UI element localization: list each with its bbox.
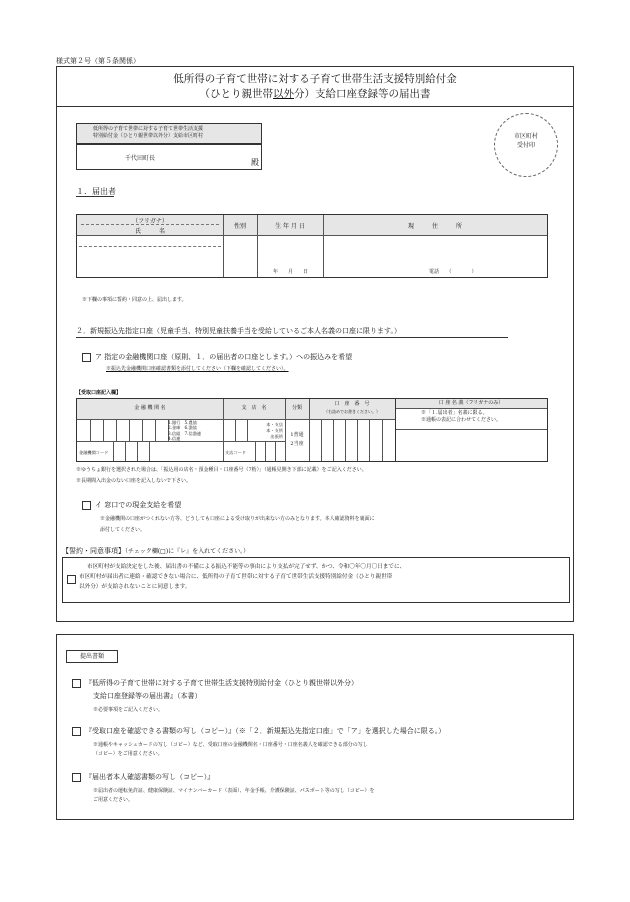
col-furigana: （フリガナ） (132, 218, 168, 225)
submission-item-1-checkbox[interactable] (72, 679, 81, 688)
col-name: 氏 名 (134, 228, 165, 235)
option-i-note2: 添付してください。 (100, 527, 146, 533)
form-number: 様式第２号（第５条関係） (56, 57, 140, 65)
submission-item-2-checkbox[interactable] (72, 727, 81, 736)
reception-stamp: 市区町村 受付印 (494, 113, 558, 177)
col-sex: 性別 (233, 223, 246, 230)
dormant-note: ※長期間入出金のない口座を記入しないで下さい。 (76, 478, 192, 484)
col-type: 分類 (291, 405, 302, 411)
phone: 電話 （ ） (429, 269, 477, 275)
holder-note2: ※通帳の表記に合わせてください。 (421, 417, 502, 423)
pledge-box (62, 557, 570, 603)
option-a-note: ※振込先金融機関口座確認書類を添付してください（下欄を確認してください）。 (106, 366, 289, 372)
submission-item-3: 『届出者本人確認書類の写し（コピー）』 ※届出者の運転免許証、健康保険証、マイナンバーカード（表面）、年金手帳、介護保険証、パスポート等の写し（コピー）を ご用意ください。 (72, 772, 375, 803)
col-bank: 金 融 機 関 名 (134, 405, 166, 411)
branch-code-label: 支店コード (225, 450, 246, 455)
pledge-heading: 【誓約・同意事項】（チェック欄(□)に『レ』を入れてください。） (62, 547, 250, 555)
option-i-checkbox[interactable] (82, 501, 91, 510)
section2-heading: ２．新規振込先指定口座（児童手当、特別児童扶養手当を受給しているご本人名義の口座に限ります。） (76, 327, 401, 335)
submission-item-1: 『低所得の子育て世帯に対する子育て世帯生活支援特別給付金（ひとり親世帯以外分） 支給口座登録等の届出書』（本書） ※必要事項をご記入ください。 (72, 678, 358, 714)
holder-note1: ※「１.届出者」名義に限る。 (421, 410, 488, 416)
pledge-checkbox[interactable] (67, 575, 76, 584)
submission-item-3-checkbox[interactable] (72, 773, 81, 782)
col-branch: 支 店 名 (241, 405, 267, 411)
honorific: 殿 (251, 158, 259, 167)
account-types: 1普通 2当座 (290, 432, 304, 447)
col-address: 現 住 所 (407, 223, 462, 230)
section1-heading: １．届出者 (76, 187, 116, 196)
bank-types: 1.銀行 5.農協 2.金庫 6.漁協 3.信組 7.信漁連 4.信連 (168, 420, 202, 441)
submission-item-2: 『受取口座を確認できる書類の写し（コピー）』（※「２．新規振込先指定口座」で「ア」を選択した場合に限る。） ※通帳やキャッシュカードの写し（コピー）など、受取口座の金融機関名・口座番号・口座名義人を確認できる部分の写し （コピー）をご用意ください。 (72, 726, 445, 757)
option-i-note1: ※金融機関の口座がつくれない方等、どうしても口座による受け取りが出来ない方のみとなります。本人確認資料を裏面に (100, 516, 375, 522)
col-account-sub: （右詰めでお書きください。） (324, 409, 380, 414)
mayor-name: 千代田町長 (125, 155, 156, 162)
dob-units: 年 月 日 (273, 269, 309, 275)
col-holder: 口 座 名 義（フリガナのみ） (438, 400, 504, 406)
applicant-table (76, 214, 548, 278)
pledge-note: ※下欄の事項に誓約・同意の上、届出します。 (82, 297, 187, 303)
pledge-text: 市区町村が支給決定をした後、届出書の不備による振込不能等の事由により支払が完了せず、かつ、令和〇年〇月〇日までに、 市区町村が届出者に連絡・確認できない場合に、低所得の子育て世帯に対する子育て世帯生活支援特別給付金（ひとり親世帯 以外分）が支給されないことに同意します。 (79, 564, 406, 590)
addressee-mayor-box (76, 144, 262, 170)
form-title: 低所得の子育て世帯に対する子育て世帯生活支援特別給付金 （ひとり親世帯以外分）支給口座登録等の届出書 (173, 73, 457, 100)
submission-label: 提出書類 (66, 650, 118, 663)
yucho-note: ※ゆうちょ銀行を選択された場合は、「振込用の店名・預金種目・口座番号（7桁）」（通帳見開き下部に記載）をご記入ください。 (76, 467, 367, 473)
branch-types: 本・支店 本・支所 出張所 (266, 422, 283, 439)
bank-table (76, 398, 548, 462)
option-a-checkbox[interactable] (82, 353, 91, 362)
addressee-box: 低所得の子育て世帯に対する子育て世帯生活支援 特別給付金（ひとり親世帯以外分）支給市区町村 (76, 123, 262, 144)
bank-header: 【受取口座記入欄】 (76, 390, 122, 396)
option-i[interactable]: イ 窓口での現金支給を希望 (82, 500, 181, 510)
col-dob: 生 年 月 日 (275, 223, 305, 230)
bank-code-label: 金融機関コード (79, 450, 109, 455)
option-a[interactable]: ア 指定の金融機関口座（原則、１．の届出者の口座とします。）への振込みを希望 (82, 352, 352, 362)
col-account: 口 座 番 号 (334, 401, 370, 407)
